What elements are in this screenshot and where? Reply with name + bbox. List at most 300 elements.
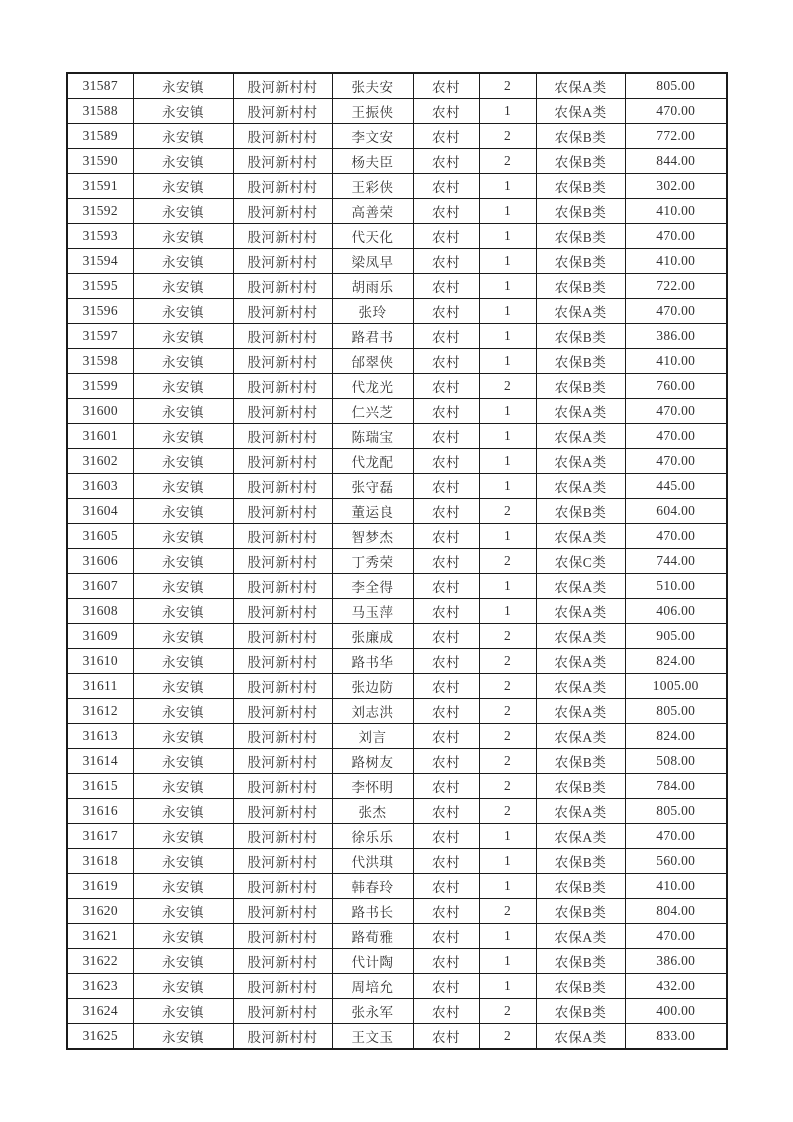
cell-insurance-category: 农保B类 — [536, 324, 625, 349]
cell-person-count: 1 — [479, 849, 536, 874]
cell-person-name: 代计陶 — [332, 949, 413, 974]
cell-village: 股河新村村 — [233, 324, 332, 349]
table-row — [67, 774, 727, 799]
table-row — [67, 624, 727, 649]
records-tbody — [67, 73, 727, 1049]
cell-residence-type: 农村 — [413, 174, 479, 199]
cell-person-name: 王文玉 — [332, 1024, 413, 1050]
cell-insurance-category: 农保A类 — [536, 73, 625, 99]
table-row — [67, 499, 727, 524]
cell-person-name: 智梦杰 — [332, 524, 413, 549]
cell-person-count: 2 — [479, 374, 536, 399]
cell-insurance-category: 农保B类 — [536, 499, 625, 524]
cell-person-count: 2 — [479, 799, 536, 824]
cell-record-id: 31606 — [67, 549, 133, 574]
cell-amount: 386.00 — [625, 324, 727, 349]
cell-town: 永安镇 — [133, 774, 233, 799]
cell-residence-type: 农村 — [413, 824, 479, 849]
cell-residence-type: 农村 — [413, 149, 479, 174]
cell-person-name: 张永军 — [332, 999, 413, 1024]
cell-amount: 470.00 — [625, 924, 727, 949]
cell-residence-type: 农村 — [413, 1024, 479, 1050]
table-row — [67, 199, 727, 224]
cell-person-count: 2 — [479, 999, 536, 1024]
table-row — [67, 73, 727, 99]
cell-residence-type: 农村 — [413, 324, 479, 349]
cell-person-name: 代天化 — [332, 224, 413, 249]
cell-person-name: 王振侠 — [332, 99, 413, 124]
table-row — [67, 224, 727, 249]
cell-record-id: 31617 — [67, 824, 133, 849]
table-row — [67, 399, 727, 424]
cell-insurance-category: 农保B类 — [536, 774, 625, 799]
cell-amount: 805.00 — [625, 73, 727, 99]
cell-person-count: 1 — [479, 574, 536, 599]
cell-person-count: 1 — [479, 449, 536, 474]
table-row — [67, 374, 727, 399]
cell-residence-type: 农村 — [413, 899, 479, 924]
cell-person-count: 1 — [479, 424, 536, 449]
cell-residence-type: 农村 — [413, 449, 479, 474]
cell-person-count: 1 — [479, 949, 536, 974]
cell-person-name: 代龙光 — [332, 374, 413, 399]
cell-amount: 470.00 — [625, 299, 727, 324]
cell-village: 股河新村村 — [233, 99, 332, 124]
cell-person-name: 韩春玲 — [332, 874, 413, 899]
cell-village: 股河新村村 — [233, 974, 332, 999]
table-row — [67, 124, 727, 149]
cell-village: 股河新村村 — [233, 774, 332, 799]
table-row — [67, 999, 727, 1024]
table-row — [67, 474, 727, 499]
cell-record-id: 31610 — [67, 649, 133, 674]
cell-insurance-category: 农保A类 — [536, 824, 625, 849]
cell-town: 永安镇 — [133, 649, 233, 674]
cell-record-id: 31608 — [67, 599, 133, 624]
cell-residence-type: 农村 — [413, 474, 479, 499]
cell-amount: 510.00 — [625, 574, 727, 599]
cell-insurance-category: 农保B类 — [536, 174, 625, 199]
cell-residence-type: 农村 — [413, 974, 479, 999]
cell-amount: 386.00 — [625, 949, 727, 974]
cell-person-name: 梁凤早 — [332, 249, 413, 274]
cell-town: 永安镇 — [133, 449, 233, 474]
cell-record-id: 31624 — [67, 999, 133, 1024]
cell-insurance-category: 农保A类 — [536, 924, 625, 949]
cell-insurance-category: 农保B类 — [536, 374, 625, 399]
cell-record-id: 31616 — [67, 799, 133, 824]
cell-insurance-category: 农保B类 — [536, 224, 625, 249]
cell-person-count: 1 — [479, 174, 536, 199]
cell-amount: 470.00 — [625, 524, 727, 549]
cell-town: 永安镇 — [133, 374, 233, 399]
cell-town: 永安镇 — [133, 299, 233, 324]
cell-village: 股河新村村 — [233, 649, 332, 674]
cell-insurance-category: 农保A类 — [536, 799, 625, 824]
cell-town: 永安镇 — [133, 149, 233, 174]
cell-record-id: 31600 — [67, 399, 133, 424]
cell-person-name: 代洪琪 — [332, 849, 413, 874]
cell-village: 股河新村村 — [233, 374, 332, 399]
cell-insurance-category: 农保A类 — [536, 624, 625, 649]
cell-village: 股河新村村 — [233, 849, 332, 874]
cell-person-name: 张廉成 — [332, 624, 413, 649]
cell-town: 永安镇 — [133, 1024, 233, 1050]
table-row — [67, 174, 727, 199]
cell-record-id: 31594 — [67, 249, 133, 274]
cell-person-count: 1 — [479, 299, 536, 324]
cell-record-id: 31615 — [67, 774, 133, 799]
cell-residence-type: 农村 — [413, 949, 479, 974]
cell-town: 永安镇 — [133, 124, 233, 149]
cell-village: 股河新村村 — [233, 574, 332, 599]
cell-person-name: 王彩侠 — [332, 174, 413, 199]
cell-record-id: 31607 — [67, 574, 133, 599]
cell-town: 永安镇 — [133, 974, 233, 999]
cell-village: 股河新村村 — [233, 249, 332, 274]
cell-amount: 432.00 — [625, 974, 727, 999]
cell-residence-type: 农村 — [413, 424, 479, 449]
cell-person-count: 2 — [479, 73, 536, 99]
table-row — [67, 1024, 727, 1050]
cell-insurance-category: 农保A类 — [536, 649, 625, 674]
cell-village: 股河新村村 — [233, 499, 332, 524]
cell-residence-type: 农村 — [413, 874, 479, 899]
cell-amount: 744.00 — [625, 549, 727, 574]
cell-village: 股河新村村 — [233, 174, 332, 199]
cell-village: 股河新村村 — [233, 749, 332, 774]
cell-record-id: 31588 — [67, 99, 133, 124]
cell-village: 股河新村村 — [233, 999, 332, 1024]
cell-person-count: 1 — [479, 524, 536, 549]
cell-village: 股河新村村 — [233, 424, 332, 449]
cell-residence-type: 农村 — [413, 224, 479, 249]
cell-residence-type: 农村 — [413, 599, 479, 624]
table-row — [67, 299, 727, 324]
cell-village: 股河新村村 — [233, 224, 332, 249]
table-row — [67, 949, 727, 974]
cell-record-id: 31621 — [67, 924, 133, 949]
table-row — [67, 574, 727, 599]
cell-person-count: 1 — [479, 974, 536, 999]
cell-record-id: 31601 — [67, 424, 133, 449]
cell-record-id: 31611 — [67, 674, 133, 699]
cell-village: 股河新村村 — [233, 949, 332, 974]
cell-person-count: 2 — [479, 899, 536, 924]
cell-village: 股河新村村 — [233, 824, 332, 849]
cell-person-count: 2 — [479, 149, 536, 174]
cell-amount: 400.00 — [625, 999, 727, 1024]
cell-amount: 604.00 — [625, 499, 727, 524]
cell-amount: 805.00 — [625, 799, 727, 824]
cell-amount: 824.00 — [625, 724, 727, 749]
table-row — [67, 449, 727, 474]
cell-record-id: 31592 — [67, 199, 133, 224]
table-row — [67, 599, 727, 624]
cell-person-name: 董运良 — [332, 499, 413, 524]
cell-amount: 804.00 — [625, 899, 727, 924]
table-row — [67, 274, 727, 299]
cell-record-id: 31620 — [67, 899, 133, 924]
cell-town: 永安镇 — [133, 249, 233, 274]
cell-person-count: 1 — [479, 199, 536, 224]
cell-town: 永安镇 — [133, 73, 233, 99]
insurance-records-table — [66, 72, 728, 1050]
cell-record-id: 31619 — [67, 874, 133, 899]
cell-person-count: 2 — [479, 624, 536, 649]
cell-town: 永安镇 — [133, 824, 233, 849]
cell-person-name: 仁兴芝 — [332, 399, 413, 424]
cell-residence-type: 农村 — [413, 249, 479, 274]
cell-insurance-category: 农保A类 — [536, 424, 625, 449]
cell-town: 永安镇 — [133, 999, 233, 1024]
cell-village: 股河新村村 — [233, 674, 332, 699]
cell-residence-type: 农村 — [413, 774, 479, 799]
cell-person-count: 1 — [479, 874, 536, 899]
cell-amount: 805.00 — [625, 699, 727, 724]
cell-person-name: 李文安 — [332, 124, 413, 149]
cell-insurance-category: 农保A类 — [536, 599, 625, 624]
table-row — [67, 249, 727, 274]
cell-village: 股河新村村 — [233, 124, 332, 149]
table-row — [67, 674, 727, 699]
cell-record-id: 31599 — [67, 374, 133, 399]
cell-residence-type: 农村 — [413, 799, 479, 824]
cell-person-count: 2 — [479, 124, 536, 149]
cell-amount: 772.00 — [625, 124, 727, 149]
cell-record-id: 31618 — [67, 849, 133, 874]
cell-record-id: 31596 — [67, 299, 133, 324]
cell-insurance-category: 农保A类 — [536, 724, 625, 749]
cell-town: 永安镇 — [133, 274, 233, 299]
cell-person-name: 刘言 — [332, 724, 413, 749]
cell-insurance-category: 农保B类 — [536, 349, 625, 374]
cell-village: 股河新村村 — [233, 449, 332, 474]
cell-town: 永安镇 — [133, 99, 233, 124]
cell-amount: 760.00 — [625, 374, 727, 399]
cell-village: 股河新村村 — [233, 549, 332, 574]
cell-insurance-category: 农保B类 — [536, 849, 625, 874]
cell-amount: 410.00 — [625, 874, 727, 899]
cell-person-count: 1 — [479, 474, 536, 499]
cell-person-count: 1 — [479, 399, 536, 424]
cell-record-id: 31597 — [67, 324, 133, 349]
table-row — [67, 349, 727, 374]
table-row — [67, 849, 727, 874]
cell-town: 永安镇 — [133, 349, 233, 374]
cell-insurance-category: 农保B类 — [536, 149, 625, 174]
cell-residence-type: 农村 — [413, 274, 479, 299]
cell-person-name: 邰翠侠 — [332, 349, 413, 374]
cell-town: 永安镇 — [133, 524, 233, 549]
cell-person-name: 路树友 — [332, 749, 413, 774]
cell-village: 股河新村村 — [233, 524, 332, 549]
cell-town: 永安镇 — [133, 849, 233, 874]
cell-person-count: 2 — [479, 699, 536, 724]
cell-person-count: 2 — [479, 774, 536, 799]
table-row — [67, 874, 727, 899]
cell-person-name: 张杰 — [332, 799, 413, 824]
cell-record-id: 31622 — [67, 949, 133, 974]
cell-village: 股河新村村 — [233, 799, 332, 824]
cell-amount: 410.00 — [625, 349, 727, 374]
table-row — [67, 824, 727, 849]
cell-insurance-category: 农保A类 — [536, 674, 625, 699]
cell-village: 股河新村村 — [233, 699, 332, 724]
cell-person-name: 路君书 — [332, 324, 413, 349]
cell-residence-type: 农村 — [413, 99, 479, 124]
cell-residence-type: 农村 — [413, 724, 479, 749]
cell-insurance-category: 农保A类 — [536, 99, 625, 124]
cell-town: 永安镇 — [133, 474, 233, 499]
cell-insurance-category: 农保A类 — [536, 1024, 625, 1050]
cell-record-id: 31609 — [67, 624, 133, 649]
cell-record-id: 31623 — [67, 974, 133, 999]
cell-person-count: 2 — [479, 499, 536, 524]
cell-residence-type: 农村 — [413, 73, 479, 99]
cell-record-id: 31589 — [67, 124, 133, 149]
cell-amount: 406.00 — [625, 599, 727, 624]
cell-village: 股河新村村 — [233, 274, 332, 299]
cell-record-id: 31593 — [67, 224, 133, 249]
table-row — [67, 899, 727, 924]
cell-record-id: 31605 — [67, 524, 133, 549]
cell-residence-type: 农村 — [413, 849, 479, 874]
cell-amount: 470.00 — [625, 224, 727, 249]
cell-person-count: 1 — [479, 249, 536, 274]
cell-town: 永安镇 — [133, 424, 233, 449]
cell-record-id: 31603 — [67, 474, 133, 499]
cell-town: 永安镇 — [133, 199, 233, 224]
cell-insurance-category: 农保B类 — [536, 949, 625, 974]
cell-record-id: 31595 — [67, 274, 133, 299]
cell-person-name: 徐乐乐 — [332, 824, 413, 849]
cell-village: 股河新村村 — [233, 899, 332, 924]
cell-village: 股河新村村 — [233, 1024, 332, 1050]
cell-record-id: 31612 — [67, 699, 133, 724]
cell-town: 永安镇 — [133, 749, 233, 774]
cell-town: 永安镇 — [133, 599, 233, 624]
cell-town: 永安镇 — [133, 624, 233, 649]
table-row — [67, 799, 727, 824]
cell-amount: 470.00 — [625, 424, 727, 449]
cell-person-name: 路书华 — [332, 649, 413, 674]
cell-town: 永安镇 — [133, 674, 233, 699]
cell-insurance-category: 农保B类 — [536, 999, 625, 1024]
cell-insurance-category: 农保B类 — [536, 899, 625, 924]
cell-amount: 410.00 — [625, 199, 727, 224]
cell-person-count: 1 — [479, 274, 536, 299]
cell-town: 永安镇 — [133, 799, 233, 824]
cell-residence-type: 农村 — [413, 649, 479, 674]
cell-person-name: 周培允 — [332, 974, 413, 999]
cell-person-name: 丁秀荣 — [332, 549, 413, 574]
cell-amount: 445.00 — [625, 474, 727, 499]
cell-town: 永安镇 — [133, 549, 233, 574]
cell-village: 股河新村村 — [233, 874, 332, 899]
cell-village: 股河新村村 — [233, 73, 332, 99]
cell-insurance-category: 农保A类 — [536, 474, 625, 499]
cell-village: 股河新村村 — [233, 149, 332, 174]
cell-residence-type: 农村 — [413, 749, 479, 774]
cell-record-id: 31590 — [67, 149, 133, 174]
cell-person-name: 高善荣 — [332, 199, 413, 224]
cell-town: 永安镇 — [133, 399, 233, 424]
cell-person-name: 代龙配 — [332, 449, 413, 474]
table-row — [67, 749, 727, 774]
cell-amount: 410.00 — [625, 249, 727, 274]
cell-person-name: 张边防 — [332, 674, 413, 699]
cell-person-count: 2 — [479, 674, 536, 699]
cell-person-count: 2 — [479, 1024, 536, 1050]
cell-village: 股河新村村 — [233, 349, 332, 374]
cell-amount: 722.00 — [625, 274, 727, 299]
cell-insurance-category: 农保A类 — [536, 574, 625, 599]
cell-village: 股河新村村 — [233, 199, 332, 224]
table-row — [67, 724, 727, 749]
cell-town: 永安镇 — [133, 899, 233, 924]
table-row — [67, 424, 727, 449]
cell-residence-type: 农村 — [413, 549, 479, 574]
cell-person-count: 2 — [479, 724, 536, 749]
cell-town: 永安镇 — [133, 924, 233, 949]
cell-town: 永安镇 — [133, 699, 233, 724]
cell-record-id: 31625 — [67, 1024, 133, 1050]
cell-village: 股河新村村 — [233, 399, 332, 424]
cell-town: 永安镇 — [133, 224, 233, 249]
cell-insurance-category: 农保A类 — [536, 449, 625, 474]
cell-record-id: 31614 — [67, 749, 133, 774]
cell-town: 永安镇 — [133, 949, 233, 974]
table-row — [67, 649, 727, 674]
cell-insurance-category: 农保A类 — [536, 399, 625, 424]
cell-person-name: 刘志洪 — [332, 699, 413, 724]
table-row — [67, 924, 727, 949]
cell-insurance-category: 农保A类 — [536, 699, 625, 724]
table-row — [67, 699, 727, 724]
cell-amount: 905.00 — [625, 624, 727, 649]
cell-person-count: 2 — [479, 549, 536, 574]
cell-village: 股河新村村 — [233, 599, 332, 624]
cell-amount: 470.00 — [625, 449, 727, 474]
cell-village: 股河新村村 — [233, 474, 332, 499]
cell-residence-type: 农村 — [413, 399, 479, 424]
cell-town: 永安镇 — [133, 324, 233, 349]
cell-residence-type: 农村 — [413, 374, 479, 399]
cell-residence-type: 农村 — [413, 699, 479, 724]
cell-insurance-category: 农保B类 — [536, 124, 625, 149]
cell-record-id: 31591 — [67, 174, 133, 199]
cell-person-name: 李全得 — [332, 574, 413, 599]
cell-person-count: 2 — [479, 649, 536, 674]
cell-person-count: 1 — [479, 599, 536, 624]
cell-person-name: 胡雨乐 — [332, 274, 413, 299]
cell-insurance-category: 农保B类 — [536, 749, 625, 774]
cell-residence-type: 农村 — [413, 924, 479, 949]
cell-insurance-category: 农保A类 — [536, 299, 625, 324]
cell-town: 永安镇 — [133, 174, 233, 199]
cell-person-name: 张夫安 — [332, 73, 413, 99]
table-row — [67, 99, 727, 124]
cell-record-id: 31602 — [67, 449, 133, 474]
cell-person-count: 1 — [479, 324, 536, 349]
cell-residence-type: 农村 — [413, 999, 479, 1024]
cell-amount: 1005.00 — [625, 674, 727, 699]
cell-residence-type: 农村 — [413, 349, 479, 374]
cell-person-name: 张守磊 — [332, 474, 413, 499]
cell-residence-type: 农村 — [413, 499, 479, 524]
cell-person-name: 路书长 — [332, 899, 413, 924]
